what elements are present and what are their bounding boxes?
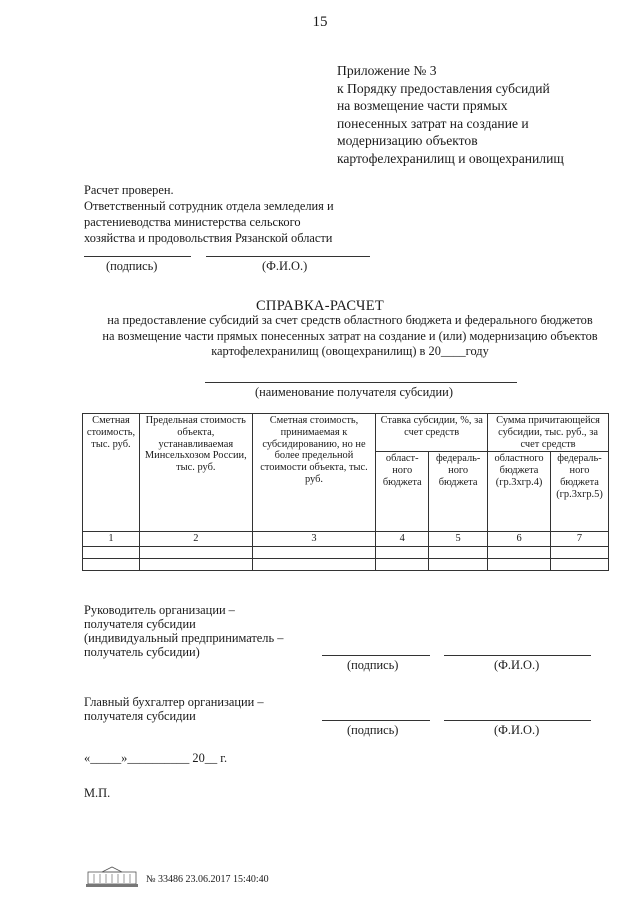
accountant-line: Главный бухгалтер организации –: [84, 695, 264, 709]
subtitle-line: на возмещение части прямых понесенных затрат на создание и (или) модернизацию объектов: [102, 328, 598, 343]
recipient-caption: (наименование получателя субсидии): [255, 385, 453, 399]
verification-line: Расчет проверен.: [84, 183, 174, 197]
signature-line: [322, 720, 430, 721]
col-header-4: област-ного бюджета: [376, 452, 429, 532]
name-line: [206, 256, 370, 257]
table-row: [83, 547, 609, 559]
appendix-line: картофелехранилищ и овощехранилищ: [337, 150, 564, 166]
col-header-6: областного бюджета (гр.3хгр.4): [488, 452, 551, 532]
page-number: 15: [312, 14, 328, 30]
col-group-sum: Сумма причитающейся субсидии, тыс. руб., за счет средств: [488, 414, 609, 452]
column-number-row: [83, 532, 609, 547]
col-header-5: федераль-ного бюджета: [429, 452, 488, 532]
appendix-line: понесенных затрат на создание и: [337, 115, 529, 131]
head-of-org-line: (индивидуальный предприниматель –: [84, 631, 284, 645]
column-number: 6: [488, 532, 551, 547]
signature-caption: (подпись): [106, 259, 158, 273]
document-title: СПРАВКА-РАСЧЕТ: [255, 298, 385, 314]
signature-line: [322, 655, 430, 656]
appendix-line: модернизацию объектов: [337, 133, 478, 148]
name-line: [444, 655, 591, 656]
head-of-org-line: Руководитель организации –: [84, 603, 235, 617]
name-line: [444, 720, 591, 721]
head-of-org-line: получателя субсидии: [84, 617, 196, 631]
building-logo: [84, 866, 140, 888]
col-header-2: Предельная стоимость объекта, устанавливаемая Минсельхозом России, тыс. руб.: [139, 414, 252, 532]
signature-caption: (подпись): [347, 658, 399, 672]
recipient-name-line: [205, 382, 517, 383]
subtitle-line: на предоставление субсидий за счет средств областного бюджета и федерального бюджетов: [107, 313, 593, 327]
appendix-line: к Порядку предоставления субсидий: [337, 80, 550, 96]
name-caption: (Ф.И.О.): [262, 259, 308, 273]
document-registration: № 33486 23.06.2017 15:40:40: [146, 874, 269, 885]
verification-line: хозяйства и продовольствия Рязанской области: [84, 231, 333, 245]
verification-block: [84, 182, 374, 246]
appendix-header: [337, 62, 637, 167]
col-header-7: федераль-ного бюджета (гр.3хгр.5): [551, 452, 609, 532]
col-header-3: Сметная стоимость, принимаемая к субсидированию, но не более предельной стоимости объекта, тыс. руб.: [252, 414, 376, 532]
verification-line: Ответственный сотрудник отдела земледелия и: [84, 199, 334, 213]
signature-caption: (подпись): [347, 723, 399, 737]
head-of-org-block: [84, 603, 324, 659]
col-group-rate: Ставка субсидии, %, за счет средств: [376, 414, 488, 452]
signature-line: [84, 256, 191, 257]
column-number: 2: [139, 532, 252, 547]
head-of-org-line: получатель субсидии): [84, 645, 200, 659]
table-row: [83, 559, 609, 571]
name-caption: (Ф.И.О.): [494, 658, 540, 672]
accountant-line: получателя субсидии: [84, 709, 196, 723]
col-header-1: Сметная стоимость, тыс. руб.: [83, 414, 140, 532]
column-number: 3: [252, 532, 376, 547]
accountant-block: [84, 695, 324, 723]
name-caption: (Ф.И.О.): [494, 723, 540, 737]
appendix-line: на возмещение части прямых: [337, 98, 508, 113]
column-number: 7: [551, 532, 609, 547]
verification-line: растениеводства министерства сельского: [84, 215, 301, 229]
column-number: 4: [376, 532, 429, 547]
subsidy-table: [82, 413, 609, 571]
stamp-place: М.П.: [84, 786, 111, 800]
column-number: 1: [83, 532, 140, 547]
appendix-line: Приложение № 3: [337, 63, 437, 78]
document-subtitle: [70, 313, 630, 360]
subtitle-line: картофелехранилищ (овощехранилищ) в 20____году: [211, 344, 489, 358]
column-number: 5: [429, 532, 488, 547]
date-line: «_____»__________ 20__ г.: [84, 751, 228, 765]
